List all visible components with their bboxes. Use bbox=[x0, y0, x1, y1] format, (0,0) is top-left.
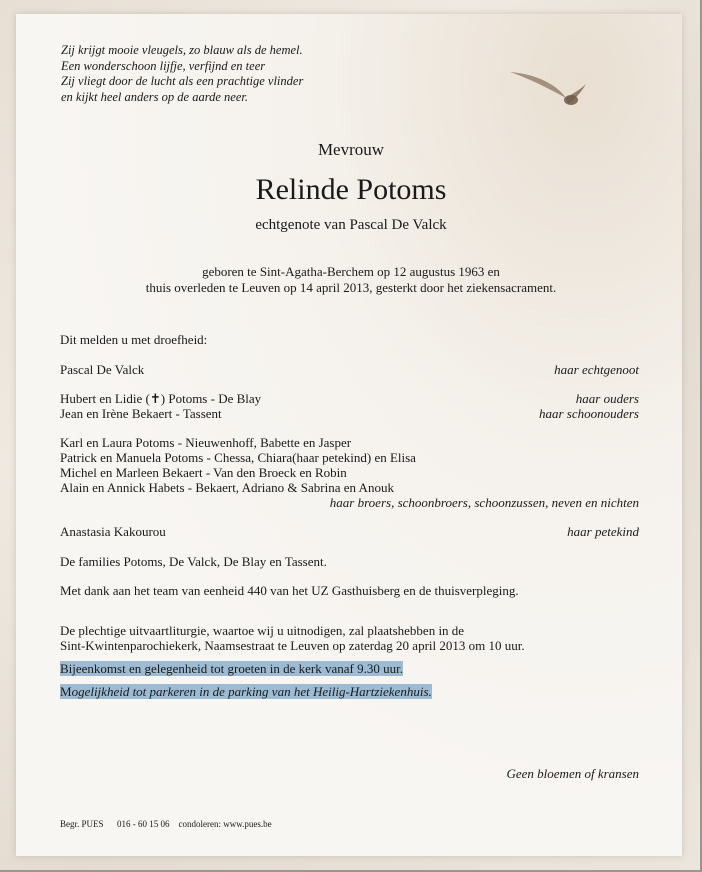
parents-role: haar ouders bbox=[575, 391, 639, 406]
parents-name: Hubert en Lidie (✝) Potoms - De Blay bbox=[60, 391, 262, 406]
families-line: De families Potoms, De Valck, De Blay en Tassent. bbox=[60, 554, 327, 569]
inlaws-name: Jean en Irène Bekaert - Tassent bbox=[60, 406, 222, 421]
born-line: geboren te Sint-Agatha-Berchem op 12 augustus 1963 en bbox=[202, 264, 500, 279]
no-flowers-note: Geen bloemen of kransen bbox=[506, 766, 639, 781]
husband-name: Pascal De Valck bbox=[60, 362, 145, 377]
parking-text[interactable] bbox=[60, 684, 432, 699]
thanks-line: Met dank aan het team van eenheid 440 van het UZ Gasthuisberg en de thuisverpleging. bbox=[60, 583, 519, 598]
sibling-line: Michel en Marleen Bekaert - Van den Broeck en Robin bbox=[60, 465, 347, 480]
birth-death-info bbox=[0, 264, 702, 296]
parking-line[interactable] bbox=[60, 684, 638, 700]
sibling-line: Alain en Annick Habets - Bekaert, Adriano & Sabrina en Anouk bbox=[60, 480, 394, 495]
died-line: thuis overleden te Leuven op 14 april 2013, gesterkt door het ziekensacrament. bbox=[145, 280, 557, 295]
funeral-line: De plechtige uitvaartliturgie, waartoe wij u uitnodigen, zal plaatshebben in de bbox=[60, 623, 465, 638]
godchild-name: Anastasia Kakourou bbox=[60, 524, 166, 539]
deceased-name: Relinde Potoms bbox=[255, 173, 447, 206]
godchild-role: haar petekind bbox=[567, 524, 639, 539]
footer: Begr. PUES 016 - 60 15 06 condoleren: www.pues.be bbox=[60, 819, 272, 829]
poem-line: en kijkt heel anders op de aarde neer. bbox=[61, 89, 248, 104]
gathering-line[interactable] bbox=[60, 661, 638, 677]
poem-line: Zij vliegt door de lucht als een prachtige vlinder bbox=[61, 74, 304, 88]
poem-line: Zij krijgt mooie vleugels, zo blauw als de hemel. bbox=[61, 43, 303, 57]
sibling-line: Patrick en Manuela Potoms - Chessa, Chiara(haar petekind) en Elisa bbox=[60, 450, 416, 465]
gathering-text[interactable]: Bijeenkomst en gelegenheid tot groeten in de kerk vanaf 9.30 uur. bbox=[60, 661, 403, 676]
inlaws-role: haar schoonouders bbox=[538, 406, 639, 421]
parking-first-letter: M bbox=[60, 684, 72, 699]
poem bbox=[61, 43, 303, 105]
poem-line: Een wonderschoon lijfje, verfijnd en teer bbox=[61, 58, 266, 73]
funeral-line: Sint-Kwintenparochiekerk, Naamsestraat te Leuven op zaterdag 20 april 2013 om 10 uur. bbox=[60, 638, 525, 653]
siblings-role: haar broers, schoonbroers, schoonzussen, neven en nichten bbox=[329, 495, 639, 510]
parking-rest: ogelijkheid tot parkeren in de parking van het Heilig-Hartziekenhuis. bbox=[71, 684, 432, 699]
intro-line: Dit melden u met droefheid: bbox=[60, 332, 208, 347]
spouse-line: echtgenote van Pascal De Valck bbox=[255, 217, 447, 233]
sibling-line: Karl en Laura Potoms - Nieuwenhoff, Babette en Jasper bbox=[60, 435, 352, 450]
bird-image bbox=[508, 64, 588, 110]
salutation: Mevrouw bbox=[317, 140, 385, 159]
husband-role: haar echtgenoot bbox=[554, 362, 639, 377]
